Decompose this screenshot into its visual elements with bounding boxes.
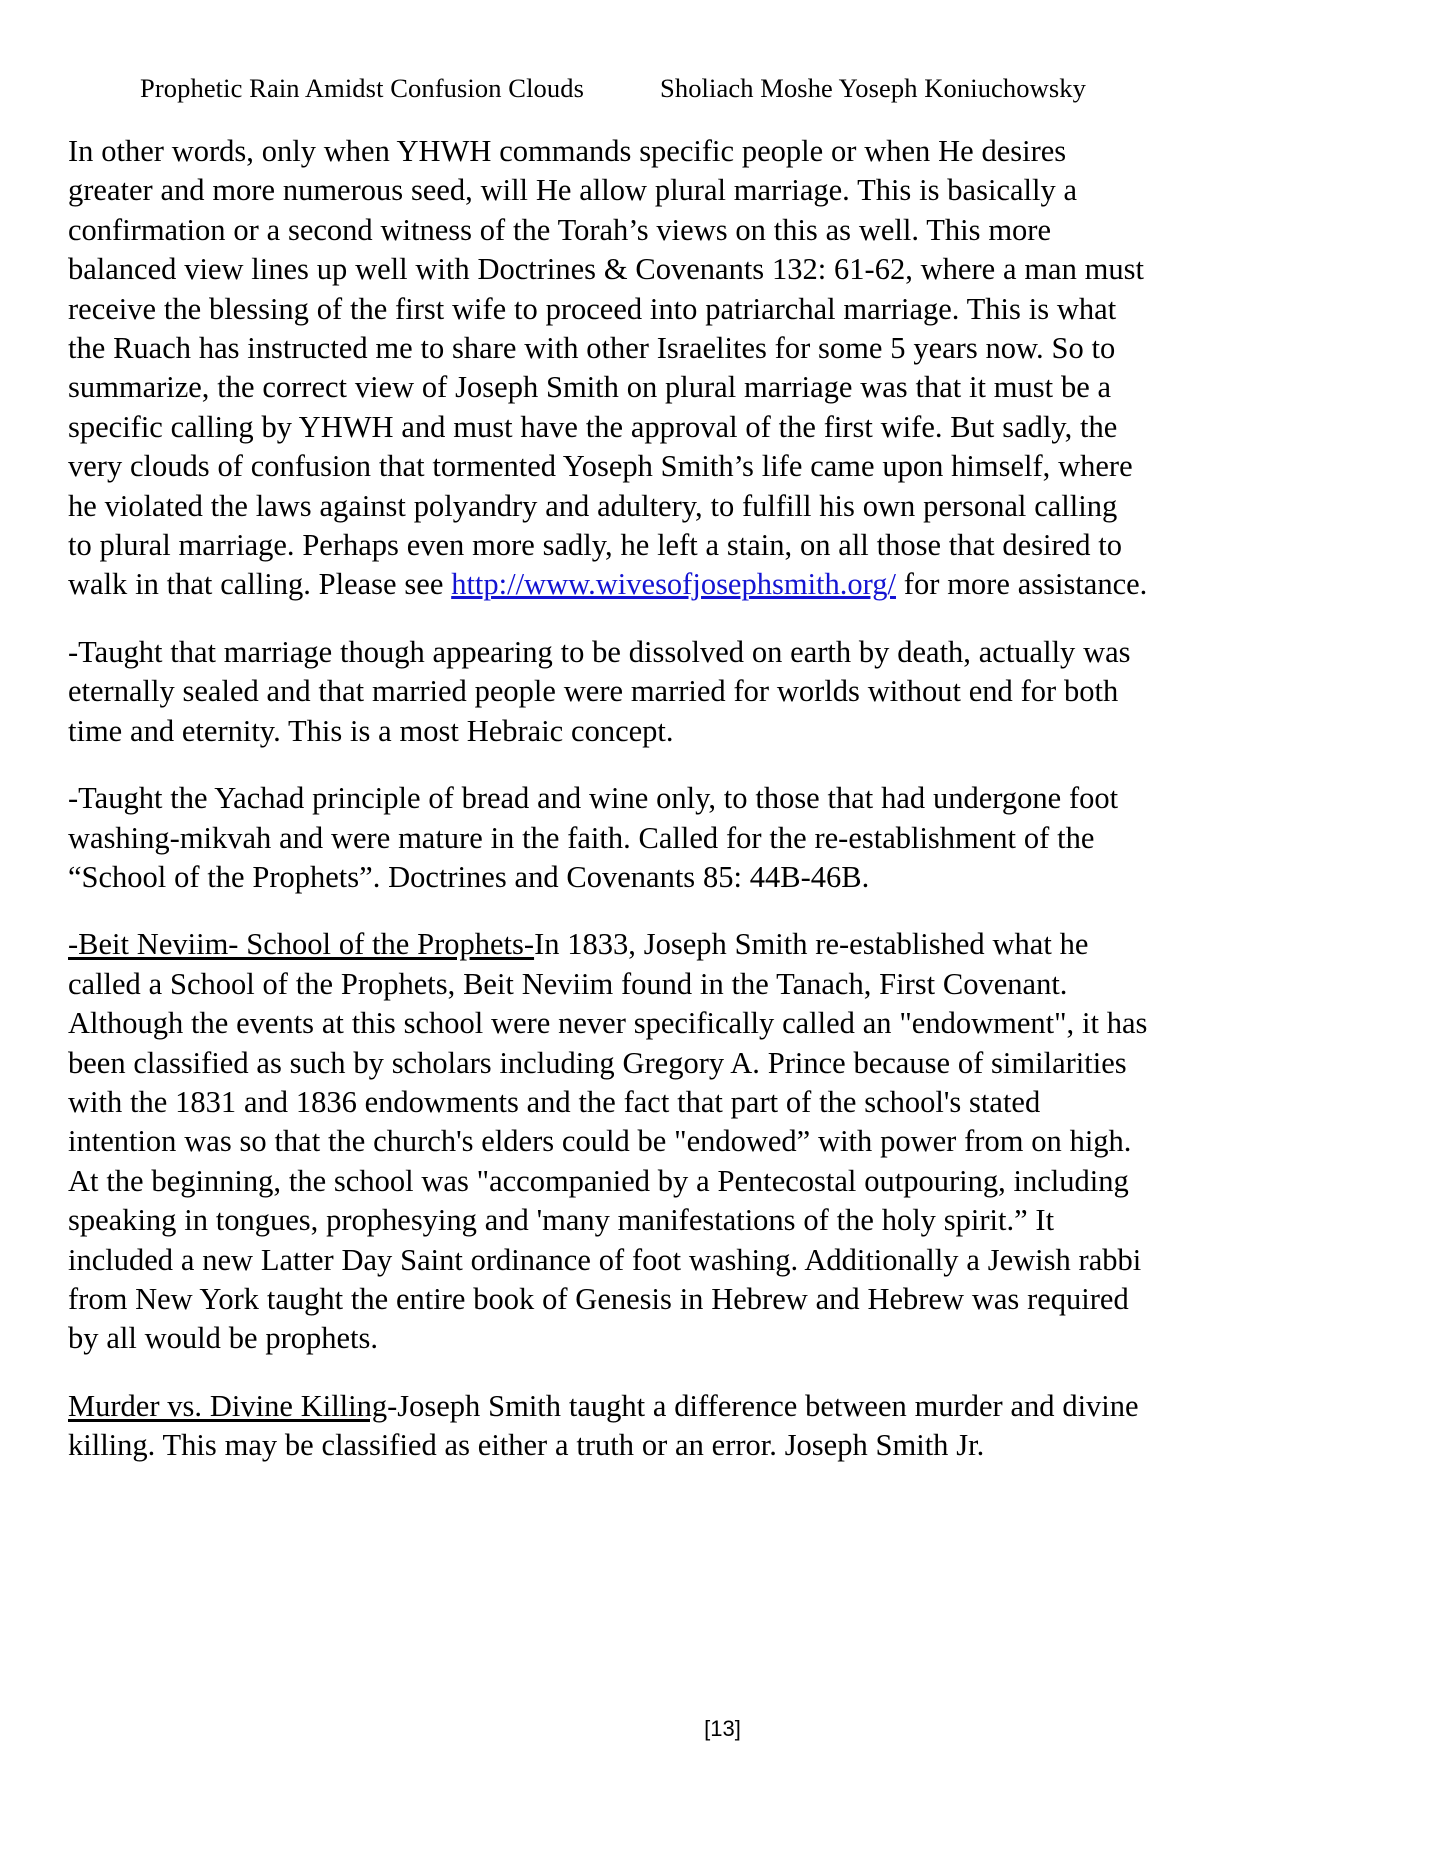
running-header [140, 68, 1290, 108]
paragraph-text-after-link: for more assistance. [895, 567, 1148, 602]
paragraph-beit-neviim [68, 925, 1148, 1358]
wives-of-joseph-smith-link[interactable]: http://www.wivesofjosephsmith.org/ [451, 567, 896, 602]
paragraph-yachad-principle [68, 779, 1148, 897]
paragraph-plural-marriage [68, 132, 1148, 605]
header-book-title: Prophetic Rain Amidst Confusion Clouds [140, 73, 585, 103]
paragraph-text-before-link: In other words, only when YHWH commands specific people or when He desires greater and more numerous seed, will He allow plural marriage. This is basically a confirmation or a second witness of the Torah’s views on this as well. This more balanced view lines up well with Doctrines & Covenants 132: 61-62, where a man must receive the blessing of the first wife to proceed into patriarchal marriage. This is what the Ruach has instructed me to share with other Israelites for some 5 years now. So to summarize, the correct view of Joseph Smith on plural marriage was that it must be a specific calling by YHWH and must have the approval of the first wife. But sadly, the very clouds of confusion that tormented Yoseph Smith’s life came upon himself, where he violated the laws against polyandry and adultery, to fulfill his own personal calling to plural marriage. Perhaps even more sadly, he left a stain, on all those that desired to walk in that calling. Please see [68, 134, 1144, 602]
paragraph-text: -Taught that marriage though appearing to be dissolved on earth by death, actually was eternally sealed and that married people were married for worlds without end for both time and eternity. This is a most Hebraic concept. [68, 634, 1131, 748]
paragraph-text: -Joseph Smith taught a difference between murder and divine killing. This may be classified as either a truth or an error. Joseph Smith Jr. [68, 1388, 1139, 1463]
murder-vs-divine-killing-heading: Murder vs. Divine Killing [68, 1388, 388, 1423]
page-body [68, 132, 1148, 1466]
paragraph-eternal-marriage [68, 633, 1148, 751]
paragraph-text: In 1833, Joseph Smith re-established what he called a School of the Prophets, Beit Neviim found in the Tanach, First Covenant. Although the events at this school were never specifically called an "endowment", it has been classified as such by scholars including Gregory A. Prince because of similarities with the 1831 and 1836 endowments and the fact that part of the school's stated intention was so that the church's elders could be "endowed” with power from on high. At the beginning, the school was "accompanied by a Pentecostal outpouring, including speaking in tongues, prophesying and 'many manifestations of the holy spirit.” It included a new Latter Day Saint ordinance of foot washing. Additionally a Jewish rabbi from New York taught the entire book of Genesis in Hebrew and Hebrew was required by all would be prophets. [68, 927, 1148, 1356]
page-number: [13] [704, 1716, 741, 1741]
header-author-name: Sholiach Moshe Yoseph Koniuchowsky [660, 73, 1086, 103]
beit-neviim-heading: -Beit Neviim- School of the Prophets- [68, 927, 535, 962]
paragraph-text: -Taught the Yachad principle of bread and wine only, to those that had undergone foot washing-mikvah and were mature in the faith. Called for the re-establishment of the “School of the Prophets”. Doctrines and Covenants 85: 44B-46B. [68, 781, 1119, 894]
paragraph-murder-vs-divine-killing [68, 1387, 1148, 1466]
